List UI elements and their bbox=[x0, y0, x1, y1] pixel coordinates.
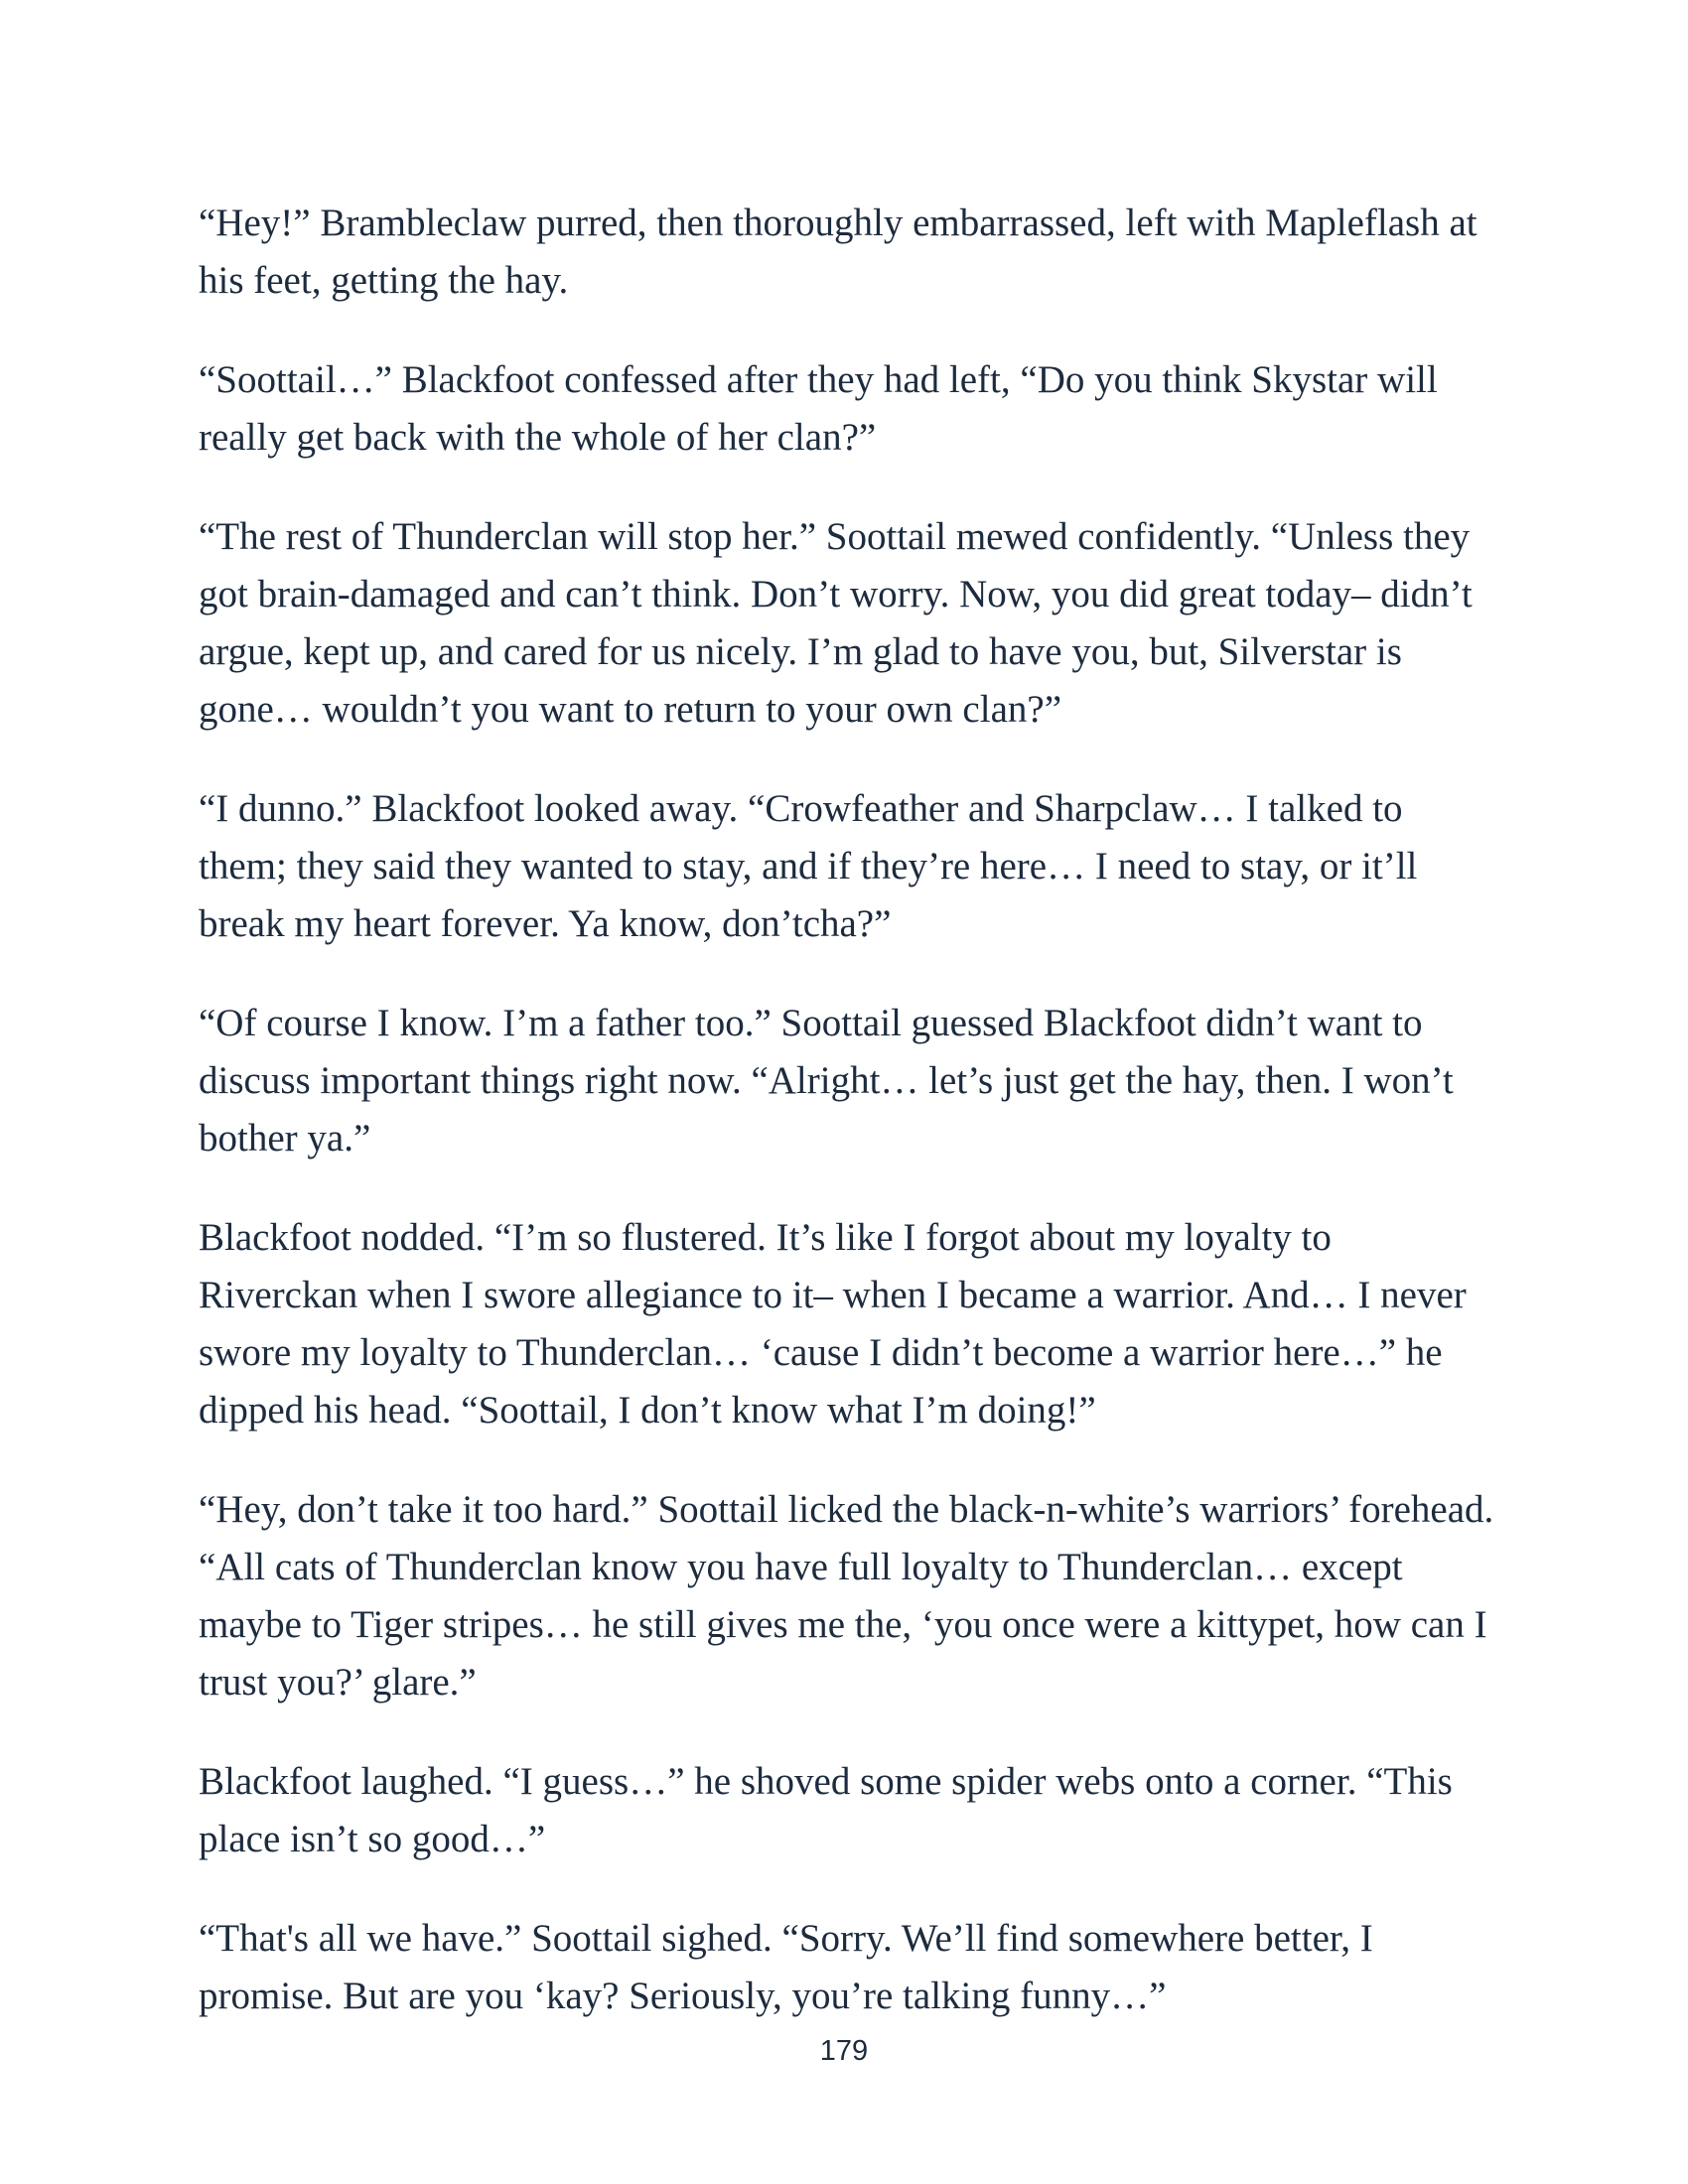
paragraph: “Hey!” Brambleclaw purred, then thoroughly embarrassed, left with Mapleflash at his feet, getting the hay. bbox=[199, 202, 1477, 302]
paragraph: Blackfoot nodded. “I’m so flustered. It’s like I forgot about my loyalty to Riverckan when I swore allegiance to it– when I became a warrior. And… I never swore my loyalty to Thunderclan… ‘cause I didn’t become a warrior here…” he dipped his head. “Soottail, I don’t know what I’m doing!” bbox=[199, 1216, 1467, 1432]
paragraph: “Hey, don’t take it too hard.” Soottail licked the black-n-white’s warriors’ forehead. “All cats of Thunderclan know you have full loyalty to Thunderclan… except maybe to Tiger stripes… he still gives me the, ‘you once were a kittypet, how can I trust you?’ glare.” bbox=[199, 1488, 1494, 1704]
paragraph: “Of course I know. I’m a father too.” Soottail guessed Blackfoot didn’t want to discuss important things right now. “Alright… let’s just get the hay, then. I won’t bother ya.” bbox=[199, 1002, 1454, 1160]
body-text bbox=[199, 195, 1499, 2067]
paragraph: “I dunno.” Blackfoot looked away. “Crowfeather and Sharpclaw… I talked to them; they said they wanted to stay, and if they’re here… I need to stay, or it’ll break my heart forever. Ya know, don’tcha?” bbox=[199, 787, 1418, 945]
paragraph: “The rest of Thunderclan will stop her.” Soottail mewed confidently. “Unless they got brain-damaged and can’t think. Don’t worry. Now, you did great today– didn’t argue, kept up, and cared for us nicely. I’m glad to have you, but, Silverstar is gone… wouldn’t you want to return to your own clan?” bbox=[199, 515, 1473, 731]
page-number: 179 bbox=[819, 2035, 869, 2067]
paragraph: “That's all we have.” Soottail sighed. “Sorry. We’ll find somewhere better, I promise. But are you ‘kay? Seriously, you’re talking funny…” bbox=[199, 1917, 1373, 2017]
paragraph: Blackfoot laughed. “I guess…” he shoved some spider webs onto a corner. “This place isn’t so good…” bbox=[199, 1760, 1453, 1860]
paragraph: “Soottail…” Blackfoot confessed after they had left, “Do you think Skystar will really get back with the whole of her clan?” bbox=[199, 358, 1438, 459]
